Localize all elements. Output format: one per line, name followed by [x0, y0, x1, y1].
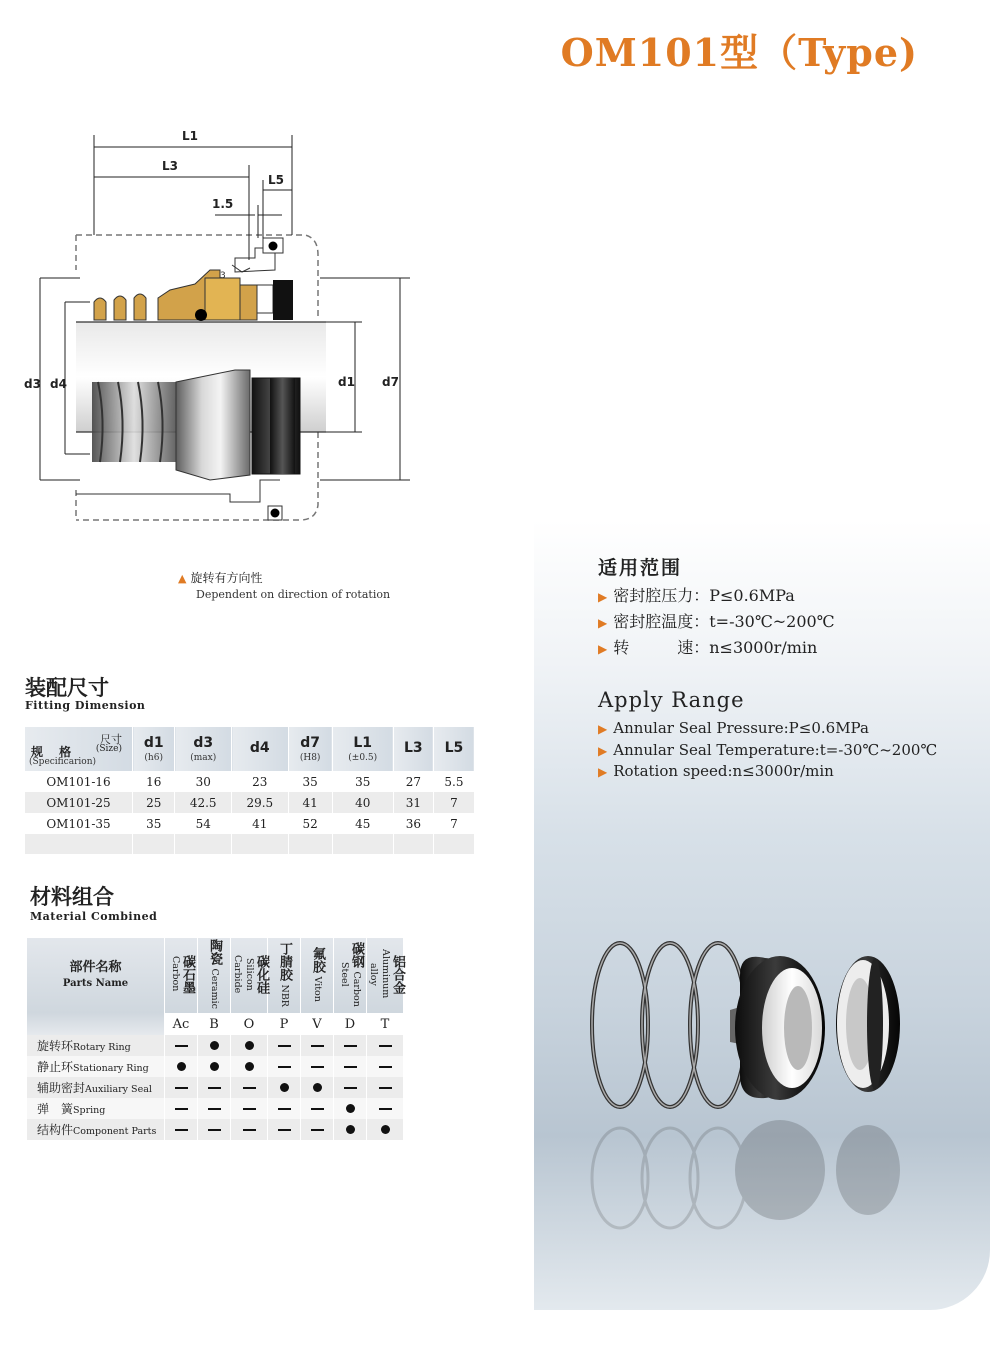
material-mark-cell [198, 1098, 231, 1119]
material-mark-cell [198, 1035, 231, 1056]
value-cell: 5.5 [433, 771, 474, 792]
material-title-cn: 材料组合 [30, 884, 114, 909]
fitting-dimension-table [25, 727, 475, 854]
material-mark-cell [367, 1056, 404, 1077]
material-mark-cell [367, 1077, 404, 1098]
apply-range-title-cn: 适用范围 [598, 557, 683, 579]
material-code: V [301, 1013, 334, 1035]
dash-icon [208, 1108, 221, 1110]
table-header-row [25, 727, 475, 771]
material-mark-cell [268, 1056, 301, 1077]
value-cell: 41 [232, 813, 289, 834]
material-mark-cell [301, 1098, 334, 1119]
dash-icon [278, 1129, 291, 1131]
material-title-en: Material Combined [30, 910, 158, 923]
material-code: P [268, 1013, 301, 1035]
value-cell: 35 [133, 813, 175, 834]
material-mark-cell [231, 1119, 268, 1140]
apply-range-title-en: Apply Range [598, 688, 745, 712]
col-header-d3: d3 (max) [175, 727, 232, 771]
material-code: T [367, 1013, 404, 1035]
dash-icon [311, 1066, 324, 1068]
material-mark-cell [231, 1098, 268, 1119]
arrow-icon: ▶ [598, 642, 608, 656]
material-mark-cell [334, 1035, 367, 1056]
arrow-icon: ▶ [598, 765, 608, 779]
material-code: Ac [165, 1013, 198, 1035]
part-label [27, 1056, 165, 1077]
value-cell: 30 [175, 771, 232, 792]
arrow-icon: ▶ [598, 616, 608, 630]
rotation-note-en: Dependent on direction of rotation [196, 588, 391, 601]
dash-icon [278, 1066, 291, 1068]
material-col-aluminum: 铝合金 Aluminum alloy [367, 938, 404, 1013]
material-mark-cell [231, 1056, 268, 1077]
material-mark-cell [231, 1035, 268, 1056]
dim-label-d4: d4 [50, 377, 67, 391]
dash-icon [278, 1045, 291, 1047]
part-label [27, 1098, 165, 1119]
dash-icon [243, 1108, 256, 1110]
col-header-d1: d1 (h6) [133, 727, 175, 771]
part-name-cn: 辅助密封 [37, 1081, 86, 1095]
apply-range-list-en [598, 719, 937, 784]
material-table [27, 938, 404, 1140]
material-mark-cell [165, 1035, 198, 1056]
apply-range-list-cn [598, 583, 835, 661]
part-name-cn: 弹 簧 [37, 1102, 74, 1116]
spec-header-cell [25, 727, 133, 771]
col-header-d4: d4 [232, 727, 289, 771]
dash-icon [311, 1129, 324, 1131]
value-cell: 31 [393, 792, 433, 813]
col-header-d7: d7 (H8) [288, 727, 332, 771]
filled-dot-icon [381, 1125, 390, 1134]
table-row [25, 813, 475, 834]
rotation-note-cn: 旋转有方向性 [190, 571, 263, 585]
dash-icon [208, 1087, 221, 1089]
table-row [27, 1098, 404, 1119]
spec-cell: OM101-16 [25, 771, 133, 792]
dash-icon [311, 1108, 324, 1110]
dim-label-d7: d7 [382, 375, 399, 389]
part-name-cn: 静止环 [37, 1060, 74, 1074]
table-row [27, 1119, 404, 1140]
value-cell: 23 [232, 771, 289, 792]
filled-dot-icon [245, 1041, 254, 1050]
table-row [27, 1077, 404, 1098]
seal-cross-section-diagram [20, 120, 420, 530]
size-cn-label: 尺寸 [100, 733, 122, 746]
triangle-icon: ▲ [178, 572, 187, 585]
dash-icon [243, 1087, 256, 1089]
spec-cn-label: 规 格 [31, 745, 78, 759]
filled-dot-icon [346, 1104, 355, 1113]
table-row [27, 1035, 404, 1056]
value-cell: 41 [288, 792, 332, 813]
size-en-label: (Size) [95, 744, 122, 754]
part-name-en: Spring [73, 1105, 106, 1116]
dim-label-d1: d1 [338, 375, 355, 389]
spec-cell: OM101-25 [25, 792, 133, 813]
list-item: ▶ Rotation speed:n≤3000r/min [598, 762, 834, 780]
material-col-ceramic: 陶瓷 Ceramic [198, 938, 231, 1013]
dim-label-gap: 1.5 [212, 197, 234, 211]
material-mark-cell [334, 1077, 367, 1098]
value-cell: 7 [433, 792, 474, 813]
part-name-en: Auxiliary Seal [85, 1084, 152, 1095]
material-mark-cell [165, 1077, 198, 1098]
list-item: ▶ 转 速：n≤3000r/min [598, 638, 818, 657]
material-mark-cell [231, 1077, 268, 1098]
material-mark-cell [301, 1056, 334, 1077]
value-cell: 35 [288, 771, 332, 792]
parts-name-cn: 部件名称 [69, 960, 122, 975]
value-cell: 45 [332, 813, 393, 834]
arrow-icon: ▶ [598, 722, 608, 736]
part-label [27, 1119, 165, 1140]
material-col-silicon-carbide: 碳化硅 Silicon Carbide [231, 938, 268, 1013]
material-col-nbr: 丁腈胶 NBR [268, 938, 301, 1013]
value-cell: 52 [288, 813, 332, 834]
material-mark-cell [301, 1035, 334, 1056]
material-mark-cell [165, 1098, 198, 1119]
material-mark-cell [198, 1056, 231, 1077]
list-item: ▶ 密封腔压力：P≤0.6MPa [598, 586, 795, 605]
dim-label-d3: d3 [24, 377, 41, 391]
arrow-icon: ▶ [598, 590, 608, 604]
spec-cell: OM101-35 [25, 813, 133, 834]
part-name-en: Rotary Ring [73, 1042, 131, 1053]
material-col-viton: 氟胶 Viton [301, 938, 334, 1013]
material-mark-cell [334, 1119, 367, 1140]
filled-dot-icon [177, 1062, 186, 1071]
material-mark-cell [334, 1098, 367, 1119]
material-mark-cell [334, 1056, 367, 1077]
material-code: B [198, 1013, 231, 1035]
list-item: ▶ 密封腔温度：t=-30℃~200℃ [598, 612, 835, 631]
page-title: OM101型（Type) [560, 30, 918, 75]
material-code: D [334, 1013, 367, 1035]
material-mark-cell [367, 1098, 404, 1119]
filled-dot-icon [280, 1083, 289, 1092]
filled-dot-icon [210, 1062, 219, 1071]
filled-dot-icon [245, 1062, 254, 1071]
filled-dot-icon [346, 1125, 355, 1134]
value-cell: 54 [175, 813, 232, 834]
material-mark-cell [268, 1077, 301, 1098]
value-cell: 25 [133, 792, 175, 813]
material-header-row [27, 938, 404, 1013]
dim-label-l5: L5 [268, 173, 284, 187]
dash-icon [175, 1087, 188, 1089]
dash-icon [344, 1066, 357, 1068]
parts-name-en: Parts Name [62, 978, 129, 989]
material-mark-cell [301, 1077, 334, 1098]
dash-icon [175, 1045, 188, 1047]
filled-dot-icon [313, 1083, 322, 1092]
material-mark-cell [165, 1056, 198, 1077]
dash-icon [311, 1045, 324, 1047]
part-name-cn: 旋转环 [37, 1039, 74, 1053]
dash-icon [344, 1087, 357, 1089]
spec-en-label: (Specificarion) [29, 757, 96, 767]
list-item: ▶ Annular Seal Pressure:P≤0.6MPa [598, 719, 869, 737]
dash-icon [379, 1108, 392, 1110]
material-col-carbon: 碳石墨 Carbon [165, 938, 198, 1013]
part-name-en: Component Parts [73, 1126, 157, 1137]
dash-icon [344, 1045, 357, 1047]
dash-icon [278, 1108, 291, 1110]
part-name-en: Stationary Ring [73, 1063, 149, 1074]
fitting-title-en: Fitting Dimension [25, 699, 146, 712]
value-cell: 7 [433, 813, 474, 834]
material-mark-cell [198, 1119, 231, 1140]
material-mark-cell [165, 1119, 198, 1140]
dash-icon [175, 1129, 188, 1131]
dash-icon [175, 1108, 188, 1110]
material-mark-cell [301, 1119, 334, 1140]
arrow-icon: ▶ [598, 743, 608, 758]
dim-label-l1: L1 [182, 129, 198, 143]
material-mark-cell [367, 1035, 404, 1056]
value-cell: 40 [332, 792, 393, 813]
dash-icon [208, 1129, 221, 1131]
material-mark-cell [367, 1119, 404, 1140]
rotation-mark: 3 [220, 271, 226, 281]
value-cell: 35 [332, 771, 393, 792]
value-cell: 42.5 [175, 792, 232, 813]
dash-icon [243, 1129, 256, 1131]
value-cell: 16 [133, 771, 175, 792]
value-cell: 36 [393, 813, 433, 834]
dash-icon [379, 1045, 392, 1047]
fitting-title-cn: 装配尺寸 [25, 675, 109, 700]
product-photo [570, 930, 970, 1230]
dim-label-l3: L3 [162, 159, 178, 173]
material-mark-cell [198, 1077, 231, 1098]
material-mark-cell [268, 1098, 301, 1119]
dash-icon [379, 1066, 392, 1068]
part-name-cn: 结构件 [37, 1123, 74, 1137]
material-col-carbon-steel: 碳钢 Carbon Steel [334, 938, 367, 1013]
value-cell: 29.5 [232, 792, 289, 813]
table-row-empty [25, 834, 475, 854]
material-code-row [27, 1013, 404, 1035]
col-header-l1: L1 (±0.5) [332, 727, 393, 771]
list-item: ▶ Annular Seal Temperature:t=-30℃~200℃ [598, 740, 938, 759]
material-mark-cell [268, 1035, 301, 1056]
table-row [25, 771, 475, 792]
rotation-note [178, 570, 390, 603]
part-label [27, 1077, 165, 1098]
table-row [25, 792, 475, 813]
col-header-l3: L3 [393, 727, 433, 771]
parts-name-header [27, 938, 165, 1013]
filled-dot-icon [210, 1041, 219, 1050]
material-code: O [231, 1013, 268, 1035]
value-cell: 27 [393, 771, 433, 792]
dash-icon [379, 1087, 392, 1089]
col-header-l5: L5 [433, 727, 474, 771]
table-row [27, 1056, 404, 1077]
material-mark-cell [268, 1119, 301, 1140]
part-label [27, 1035, 165, 1056]
